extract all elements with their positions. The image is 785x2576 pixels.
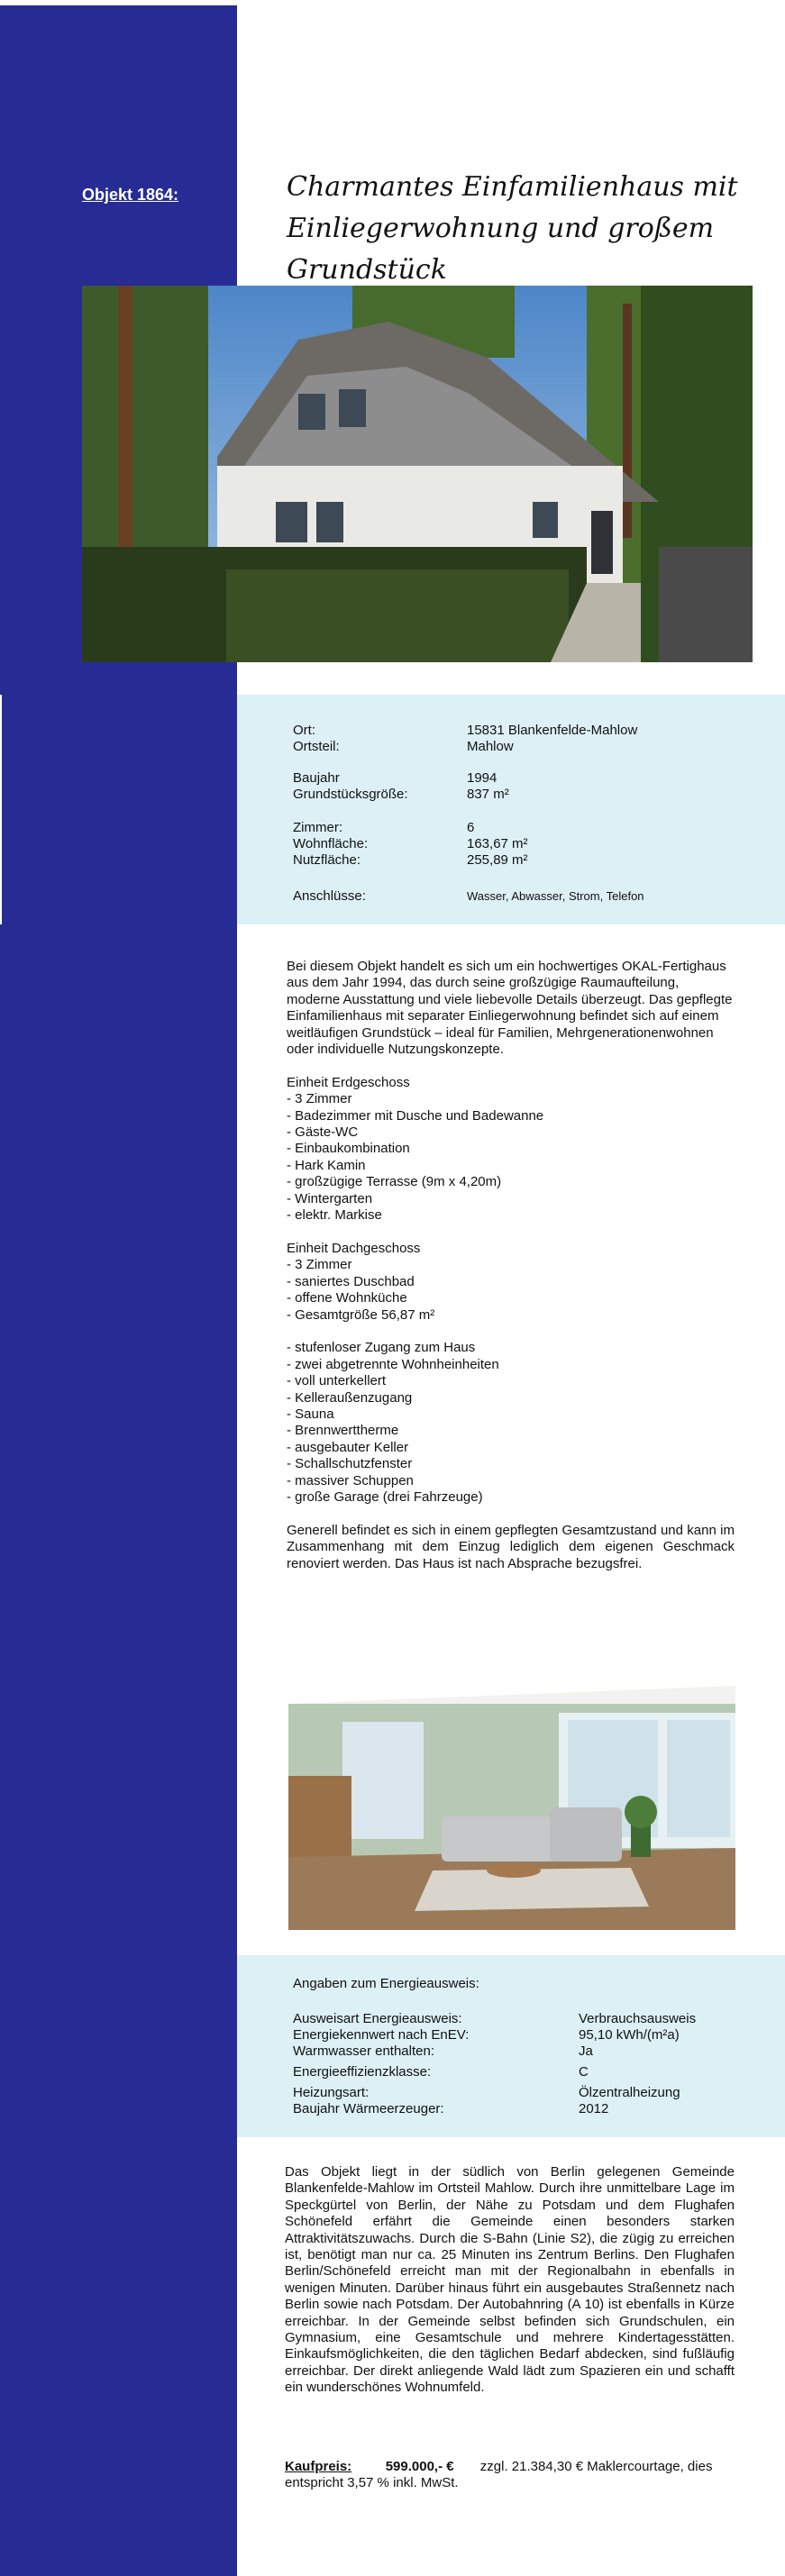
- info-edge: [0, 695, 2, 924]
- energy-row-label: Energiekennwert nach EnEV:: [293, 2027, 470, 2043]
- anschluesse-value: Wasser, Abwasser, Strom, Telefon: [467, 889, 644, 903]
- energy-row-value: 2012: [579, 2101, 609, 2116]
- anschluesse-label: Anschlüsse:: [293, 888, 366, 904]
- location-text: Das Objekt liegt in der südlich von Berlin gelegenen Gemeinde Blankenfelde-Mahlow im Ortsteil Mahlow. Durch ihre unmittelbare Lage im Speckgürtel von Berlin, der Nähe zu Potsdam und dem Flughafen Schönefeld erfährt die Gemeinde einen besonders starken Attraktivitätszuwachs. Durch die S-Bahn (Linie S2), die zügig zu erreichen ist, benötigt man nur ca. 25 Minuten ins Zentrum Berlins. Den Flughafen Berlin/Schönefeld erreicht man mit der Regionalbahn in ebenfalls in wenigen Minuten. Darüber hinaus führt ein ausgebautes Straßennetz nach Berlin sowie nach Potsdam. Der Autobahnring (A 10) ist ebenfalls in Kürze erreichbar. In der Gemeinde selbst befinden sich Grundschulen, ein Gymnasium, eine Gesamtschule und mehrere Kindertagesstätten. Einkaufsmöglichkeiten, die den täglichen Bedarf abdecken, sind fußläufig erreichbar. Der direkt anliegende Wald lädt zum Spazieren ein und schafft ein wunderschönes Wohnumfeld.: [285, 2164, 735, 2396]
- ortsteil-value: Mahlow: [467, 739, 514, 754]
- list-item: - großzügige Terrasse (9m x 4,20m): [287, 1174, 502, 1190]
- price-label: Kaufpreis:: [285, 2459, 352, 2474]
- ort-label: Ort:: [293, 723, 315, 738]
- price-text: zzgl. 21.384,30 € Maklercourtage, dies entspricht 3,57 % inkl. MwSt.: [285, 2459, 713, 2491]
- facts-box: [237, 695, 785, 924]
- list-item: - Sauna: [287, 1406, 334, 1422]
- list-item: - voll unterkellert: [287, 1373, 387, 1389]
- condition-text: Generell befindet es sich in einem gepflegten Gesamtzustand und kann im Zusammenhang mit dem Einzug lediglich dem eigenen Geschmack renoviert werden. Das Haus ist nach Absprache bezugsfrei.: [287, 1522, 735, 1571]
- price-amount: 599.000,- €: [385, 2459, 454, 2474]
- baujahr-value: 1994: [467, 770, 497, 786]
- zimmer-value: 6: [467, 820, 475, 835]
- title-line-2: Einliegerwohnung und großem Grundstück: [287, 213, 715, 286]
- grundstueck-value: 837 m²: [467, 787, 509, 802]
- energy-box: [237, 1955, 785, 2137]
- price-section: [285, 2459, 735, 2492]
- list-item: - Hark Kamin: [287, 1157, 366, 1173]
- grundstueck-label: Grundstücksgröße:: [293, 787, 408, 802]
- energy-row-label: Energieeffizienzklasse:: [293, 2064, 432, 2080]
- energy-row-label: Heizungsart:: [293, 2085, 370, 2100]
- top-gap: [0, 0, 237, 5]
- ort-value: 15831 Blankenfelde-Mahlow: [467, 723, 638, 738]
- wohnflaeche-value: 163,67 m²: [467, 836, 528, 851]
- energy-row-value: Ja: [579, 2044, 593, 2059]
- title-line-1: Charmantes Einfamilienhaus mit: [287, 171, 738, 203]
- list-item: - zwei abgetrennte Wohnheinheiten: [287, 1356, 499, 1372]
- energy-row-value: 95,10 kWh/(m²a): [579, 2027, 680, 2043]
- list-item: - elektr. Markise: [287, 1207, 382, 1224]
- list-item: - Kelleraußenzugang: [287, 1389, 413, 1406]
- energy-row-label: Ausweisart Energieausweis:: [293, 2011, 462, 2026]
- zimmer-label: Zimmer:: [293, 820, 342, 835]
- energy-row-value: Ölzentralheizung: [579, 2085, 680, 2100]
- list-item: - Badezimmer mit Dusche und Badewanne: [287, 1107, 544, 1124]
- living-room-photo: [288, 1632, 735, 1930]
- baujahr-label: Baujahr: [293, 770, 340, 786]
- energy-row-value: Verbrauchsausweis: [579, 2011, 697, 2026]
- eg-heading: Einheit Erdgeschoss: [287, 1074, 410, 1090]
- list-item: - 3 Zimmer: [287, 1091, 352, 1107]
- list-item: - stufenloser Zugang zum Haus: [287, 1340, 476, 1356]
- list-item: - saniertes Duschbad: [287, 1273, 415, 1289]
- list-item: - Einbaukombination: [287, 1141, 410, 1157]
- description-intro: Bei diesem Objekt handelt es sich um ein hochwertiges OKAL-Fertighaus aus dem Jahr 1994, das durch seine großzügige Raumaufteilung, moderne Ausstattung und viele liebevolle Details überzeugt. Das gepflegte Einfamilienhaus mit separater Einliegerwohnung befindet sich auf einem weitläufigen Grundstück – ideal für Familien, Mehrgenerationenwohnen oder individuelle Nutzungskonzepte.: [287, 959, 733, 1058]
- energy-row-value: C: [579, 2064, 589, 2080]
- object-number-label: Objekt 1864:: [82, 186, 179, 204]
- list-item: - ausgebauter Keller: [287, 1439, 409, 1455]
- list-item: - Brennwerttherme: [287, 1423, 399, 1439]
- list-item: - Wintergarten: [287, 1190, 373, 1206]
- list-item: - offene Wohnküche: [287, 1290, 407, 1306]
- nutzflaeche-label: Nutzfläche:: [293, 852, 361, 868]
- house-exterior-photo: [82, 286, 753, 662]
- list-item: - massiver Schuppen: [287, 1472, 414, 1488]
- nutzflaeche-value: 255,89 m²: [467, 852, 528, 868]
- energy-heading: Angaben zum Energieausweis:: [293, 1976, 479, 1991]
- energy-row-label: Warmwasser enthalten:: [293, 2044, 435, 2059]
- list-item: - große Garage (drei Fahrzeuge): [287, 1488, 483, 1505]
- energy-row-label: Baujahr Wärmeerzeuger:: [293, 2101, 444, 2116]
- list-item: - 3 Zimmer: [287, 1257, 352, 1273]
- page-title: [287, 167, 755, 291]
- description-section: [287, 959, 735, 1572]
- list-item: - Schallschutzfenster: [287, 1456, 413, 1472]
- dg-heading: Einheit Dachgeschoss: [287, 1240, 421, 1256]
- list-item: - Gäste-WC: [287, 1124, 359, 1141]
- list-item: - Gesamtgröße 56,87 m²: [287, 1306, 435, 1323]
- ortsteil-label: Ortsteil:: [293, 739, 340, 754]
- wohnflaeche-label: Wohnfläche:: [293, 836, 369, 851]
